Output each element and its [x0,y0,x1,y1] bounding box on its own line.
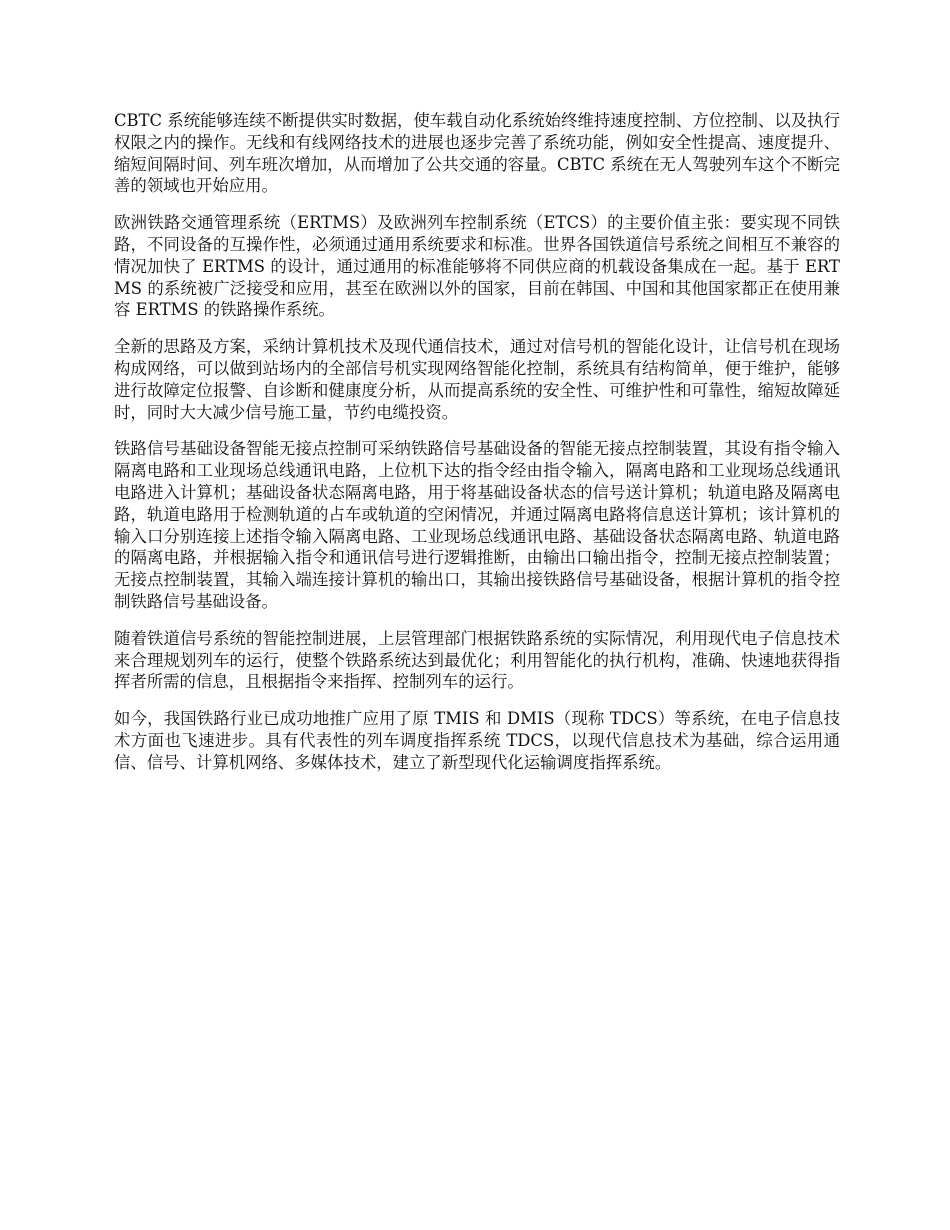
document-body [114,110,840,789]
paragraph-contactless-control: 铁路信号基础设备智能无接点控制可采纳铁路信号基础设备的智能无接点控制装置，其设有指令输入隔离电路和工业现场总线通讯电路，上位机下达的指令经由指令输入，隔离电路和工业现场总线通讯电路进入计算机；基础设备状态隔离电路，用于将基础设备状态的信号送计算机；轨道电路及隔离电路，轨道电路用于检测轨道的占车或轨道的空闲情况，并通过隔离电路将信息送计算机；该计算机的输入口分别连接上述指令输入隔离电路、工业现场总线通讯电路、基础设备状态隔离电路、轨道电路的隔离电路，并根据输入指令和通讯信号进行逻辑推断，由输出口输出指令，控制无接点控制装置；无接点控制装置，其输入端连接计算机的输出口，其输出接铁路信号基础设备，根据计算机的指令控制铁路信号基础设备。 [114,439,840,611]
paragraph-ertms: 欧洲铁路交通管理系统（ERTMS）及欧洲列车控制系统（ETCS）的主要价值主张：要实现不同铁路，不同设备的互操作性，必须通过通用系统要求和标准。世界各国铁道信号系统之间相互不兼容的情况加快了 ERTMS 的设计，通过通用的标准能够将不同供应商的机载设备集成在一起。基于 ERTMS 的系统被广泛接受和应用，甚至在欧洲以外的国家，目前在韩国、中国和其他国家都正在使用兼容 ERTMS 的铁路操作系统。 [114,213,840,320]
paragraph-cbtc: CBTC 系统能够连续不断提供实时数据，使车载自动化系统始终维持速度控制、方位控制、以及执行权限之内的操作。无线和有线网络技术的进展也逐步完善了系统功能，例如安全性提高、速度提升、缩短间隔时间、列车班次增加，从而增加了公共交通的容量。CBTC 系统在无人驾驶列车这个不断完善的领域也开始应用。 [114,111,840,196]
paragraph-intelligent-control: 随着铁道信号系统的智能控制进展，上层管理部门根据铁路系统的实际情况，利用现代电子信息技术来合理规划列车的运行，使整个铁路系统达到最优化；利用智能化的执行机构，准确、快速地获得指挥者所需的信息，且根据指令来指挥、控制列车的运行。 [114,628,840,692]
paragraph-signal-network: 全新的思路及方案，采纳计算机技术及现代通信技术，通过对信号机的智能化设计，让信号机在现场构成网络，可以做到站场内的全部信号机实现网络智能化控制，系统具有结构简单，便于维护，能够进行故障定位报警、自诊断和健康度分析，从而提高系统的安全性、可维护性和可靠性，缩短故障延时，同时大大减少信号施工量，节约电缆投资。 [114,337,840,422]
paragraph-tdcs: 如今，我国铁路行业已成功地推广应用了原 TMIS 和 DMIS（现称 TDCS）等系统，在电子信息技术方面也飞速进步。具有代表性的列车调度指挥系统 TDCS，以现代信息技术为基础，综合运用通信、信号、计算机网络、多媒体技术，建立了新型现代化运输调度指挥系统。 [114,709,840,772]
